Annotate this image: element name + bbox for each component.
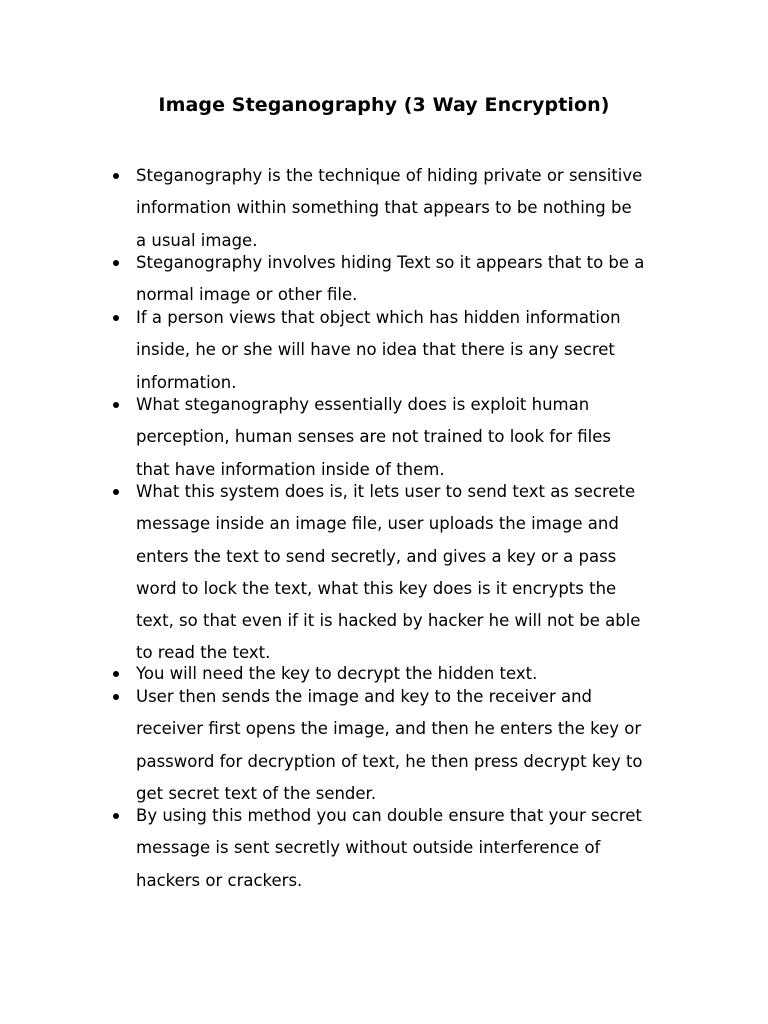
bullet-line: User then sends the image and key to the receiver and [136,687,593,706]
bullet-line: hackers or crackers. [136,870,303,890]
bullet-line: a usual image. [136,230,258,250]
document-title: Image Steganography (3 Way Encryption) [158,94,610,116]
bullet-line: get secret text of the sender. [136,783,377,803]
bullet-line: text, so that even if it is hacked by hacker he will not be able [136,611,641,631]
bullet-item-3 [136,302,696,399]
bullet-line: information within something that appears to be nothing be [136,198,632,218]
bullet-icon [113,489,119,495]
bullet-line: perception, human senses are not trained to look for files [136,427,611,447]
bullet-icon [113,260,119,266]
bullet-line: inside, he or she will have no idea that there is any secret [136,340,615,360]
bullet-line: enters the text to send secretly, and gives a key or a pass [136,546,617,566]
bullet-item-8 [136,800,696,897]
bullet-line: What steganography essentially does is exploit human [136,395,590,414]
bullet-line: Steganography involves hiding Text so it appears that to be a [136,253,645,272]
bullet-item-7 [136,681,696,810]
bullet-line: password for decryption of text, he then press decrypt key to [136,751,643,771]
bullet-icon [113,315,119,321]
bullet-line: You will need the key to decrypt the hidden text. [136,664,538,683]
bullet-item-4 [136,389,696,486]
bullet-line: information. [136,372,237,392]
bullet-line: By using this method you can double ensure that your secret [136,806,642,825]
bullet-icon [113,671,119,677]
bullet-line: message is sent secretly without outside interference of [136,838,601,858]
bullet-line: message inside an image file, user uploads the image and [136,514,619,534]
bullet-icon [113,173,119,179]
bullet-item-1 [136,160,696,257]
bullet-line: normal image or other file. [136,285,358,305]
bullet-line: that have information inside of them. [136,459,445,479]
bullet-line: If a person views that object which has hidden information [136,308,621,327]
bullet-icon [113,694,119,700]
bullet-item-5 [136,476,696,670]
bullet-line: word to lock the text, what this key does is it encrypts the [136,578,617,598]
bullet-icon [113,813,119,819]
bullet-icon [113,402,119,408]
bullet-line: to read the text. [136,643,271,663]
bullet-line: receiver first opens the image, and then he enters the key or [136,719,642,739]
bullet-line: Steganography is the technique of hiding private or sensitive [136,166,643,185]
bullet-line: What this system does is, it lets user to send text as secrete [136,482,636,501]
